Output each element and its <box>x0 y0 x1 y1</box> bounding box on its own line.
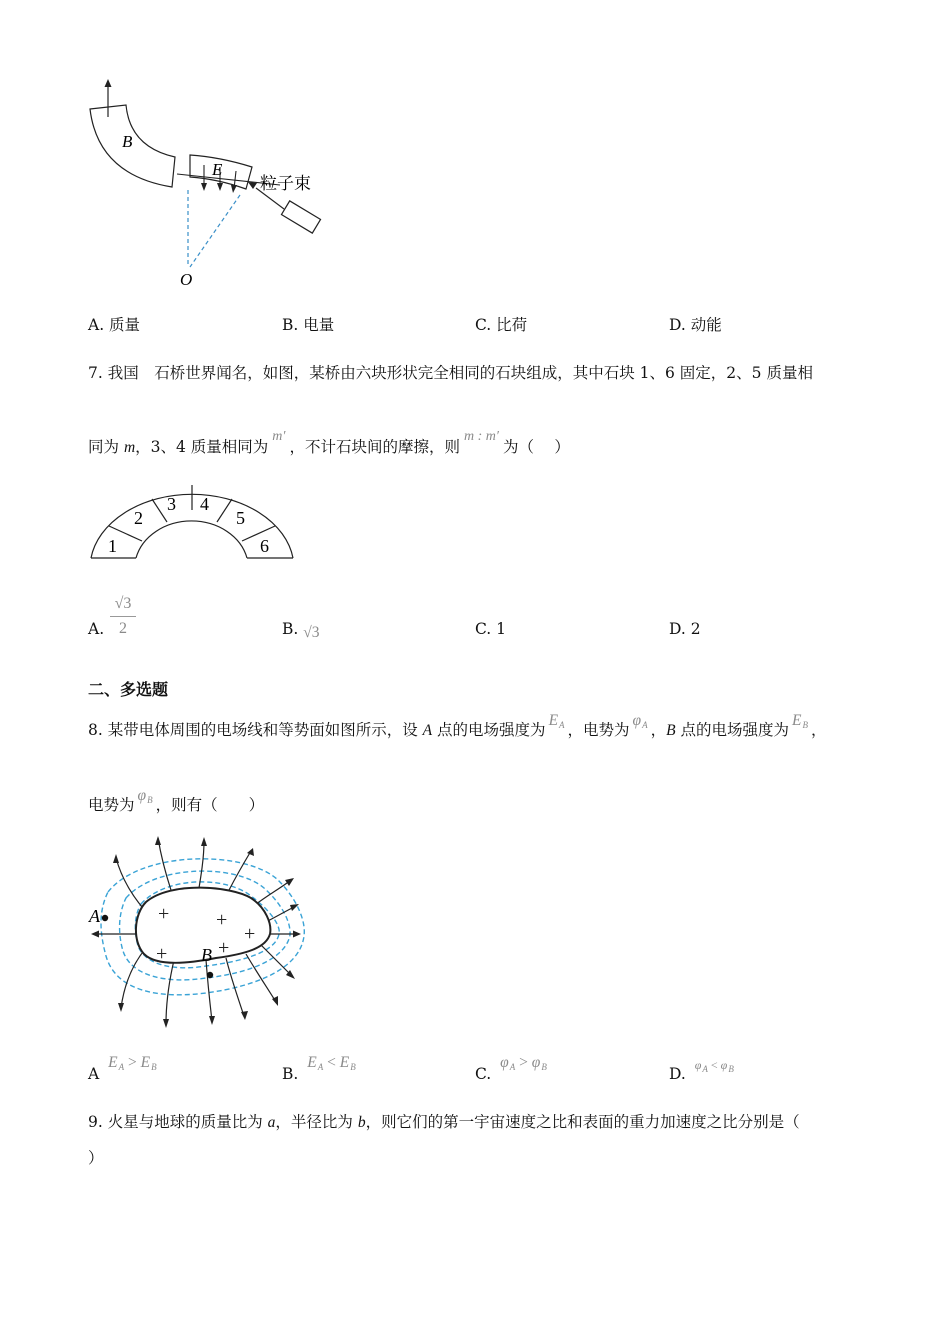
q6-option-c[interactable]: C. 比荷 <box>475 316 528 334</box>
q9-text-b: ，半径比为 <box>275 1113 358 1131</box>
q8-ea-sub: A <box>559 720 565 730</box>
fig-label-b: B <box>122 132 133 151</box>
q9-text-a: 9. 火星与地球的质量比为 <box>88 1113 268 1131</box>
q7-ratio: m : m′ <box>464 429 499 444</box>
svg-text:+: + <box>156 943 168 965</box>
bridge-block-6: 6 <box>260 536 269 556</box>
q6-option-d[interactable]: D. 动能 <box>669 316 722 334</box>
q7-text-d: 为（ ） <box>502 438 570 456</box>
q8-option-b-label: B. <box>282 1065 299 1083</box>
q8-line1 <box>88 712 827 745</box>
q8-option-d-expr: φA < φB <box>694 1058 734 1074</box>
q7-option-a-numerator: √3 <box>114 595 132 612</box>
q8-option-b[interactable] <box>282 1054 356 1089</box>
bridge-block-3: 3 <box>167 494 176 514</box>
fig-label-o: O <box>180 270 193 289</box>
q7-mprime: m′ <box>272 429 286 444</box>
q7-m: m <box>123 439 136 456</box>
q8-text-a: 8. 某带电体周围的电场线和等势面如图所示，设 <box>88 721 423 739</box>
q8-text-g: 电势为 <box>88 796 135 814</box>
q8-eb: E <box>792 712 802 729</box>
q8-phia: φ <box>632 712 642 729</box>
q7-option-a-label: A. <box>88 620 105 638</box>
q9-var-a: a <box>267 1114 276 1131</box>
q7-line2 <box>88 429 570 459</box>
bridge-block-2: 2 <box>134 508 143 528</box>
q8-option-d[interactable] <box>669 1058 734 1089</box>
svg-text:+: + <box>218 937 230 959</box>
q8-text-c: ，电势为 <box>567 721 630 739</box>
q7-option-c[interactable]: C. 1 <box>475 620 507 638</box>
q8-line2 <box>88 787 265 820</box>
q7-option-a[interactable] <box>88 619 104 639</box>
q6-option-b[interactable]: B. 电量 <box>282 316 335 334</box>
fig-label-e: E <box>212 160 223 179</box>
q9-text-c: ，则它们的第一宇宙速度之比和表面的重力加速度之比分别是（ <box>365 1113 800 1131</box>
q8-text-f: ， <box>811 721 827 739</box>
q8-text-d: ， <box>650 721 667 739</box>
q9-var-b: b <box>357 1114 366 1131</box>
fig-point-b-label: B <box>201 945 212 965</box>
bridge-block-5: 5 <box>236 508 245 528</box>
q7-line1: 7. 我国 石桥世界闻名，如图，某桥由六块形状完全相同的石块组成，其中石块 1、6 固定，2、5 质量相 <box>88 364 813 382</box>
svg-text:+: + <box>216 909 228 931</box>
q7-option-b[interactable] <box>282 619 320 640</box>
q8-option-a-expr: $E_A > E_B$ <box>108 1054 157 1072</box>
q9-line1 <box>88 1112 800 1133</box>
q8-option-c-expr: $\varphi_A > \varphi_B$ <box>500 1054 547 1072</box>
q7-option-a-denominator: 2 <box>119 620 127 637</box>
fig-point-a-label: A <box>89 906 100 926</box>
q8-phib-sub: B <box>147 795 153 805</box>
q8-option-b-expr: $E_A < E_B$ <box>307 1054 356 1072</box>
q7-option-d[interactable]: D. 2 <box>669 620 701 638</box>
q8-option-d-label: D. <box>669 1065 686 1083</box>
q7-text-c: ，不计石块间的摩擦，则 <box>289 438 460 456</box>
q8-ea: E <box>548 712 559 729</box>
q7-option-b-value: √3 <box>303 624 320 641</box>
q8-point-a: A <box>422 722 433 739</box>
q8-text-e: 点的电场强度为 <box>675 721 790 739</box>
q7-option-a-fraction <box>110 594 136 639</box>
q8-option-c[interactable] <box>475 1054 547 1089</box>
stone-bridge-figure <box>88 482 298 564</box>
q8-text-h: ，则有（ ） <box>155 796 265 814</box>
q7-text-a: 同为 <box>88 438 124 456</box>
electric-field-figure <box>86 836 306 1032</box>
q6-option-a[interactable]: A. 质量 <box>88 316 141 334</box>
q7-text-b: ，3、4 质量相同为 <box>135 438 269 456</box>
q9-line2: ） <box>88 1149 104 1167</box>
q8-point-b: B <box>666 722 676 739</box>
section-title: 二、多选题 <box>88 680 169 699</box>
svg-text:+: + <box>158 903 170 925</box>
q8-option-a-label: A <box>88 1065 100 1083</box>
q8-option-a[interactable] <box>88 1054 157 1089</box>
q8-option-c-label: C. <box>475 1065 492 1083</box>
q8-eb-sub: B <box>802 720 809 730</box>
q8-text-b: 点的电场强度为 <box>432 721 546 739</box>
particle-beam-figure <box>80 75 340 295</box>
fig-beam-label: 粒子束 <box>260 174 311 193</box>
svg-text:+: + <box>244 923 256 945</box>
bridge-block-1: 1 <box>108 536 117 556</box>
bridge-block-4: 4 <box>200 494 209 514</box>
q7-option-b-label: B. <box>282 620 299 638</box>
q8-phib: φ <box>137 787 147 804</box>
q8-phia-sub: A <box>642 720 648 730</box>
